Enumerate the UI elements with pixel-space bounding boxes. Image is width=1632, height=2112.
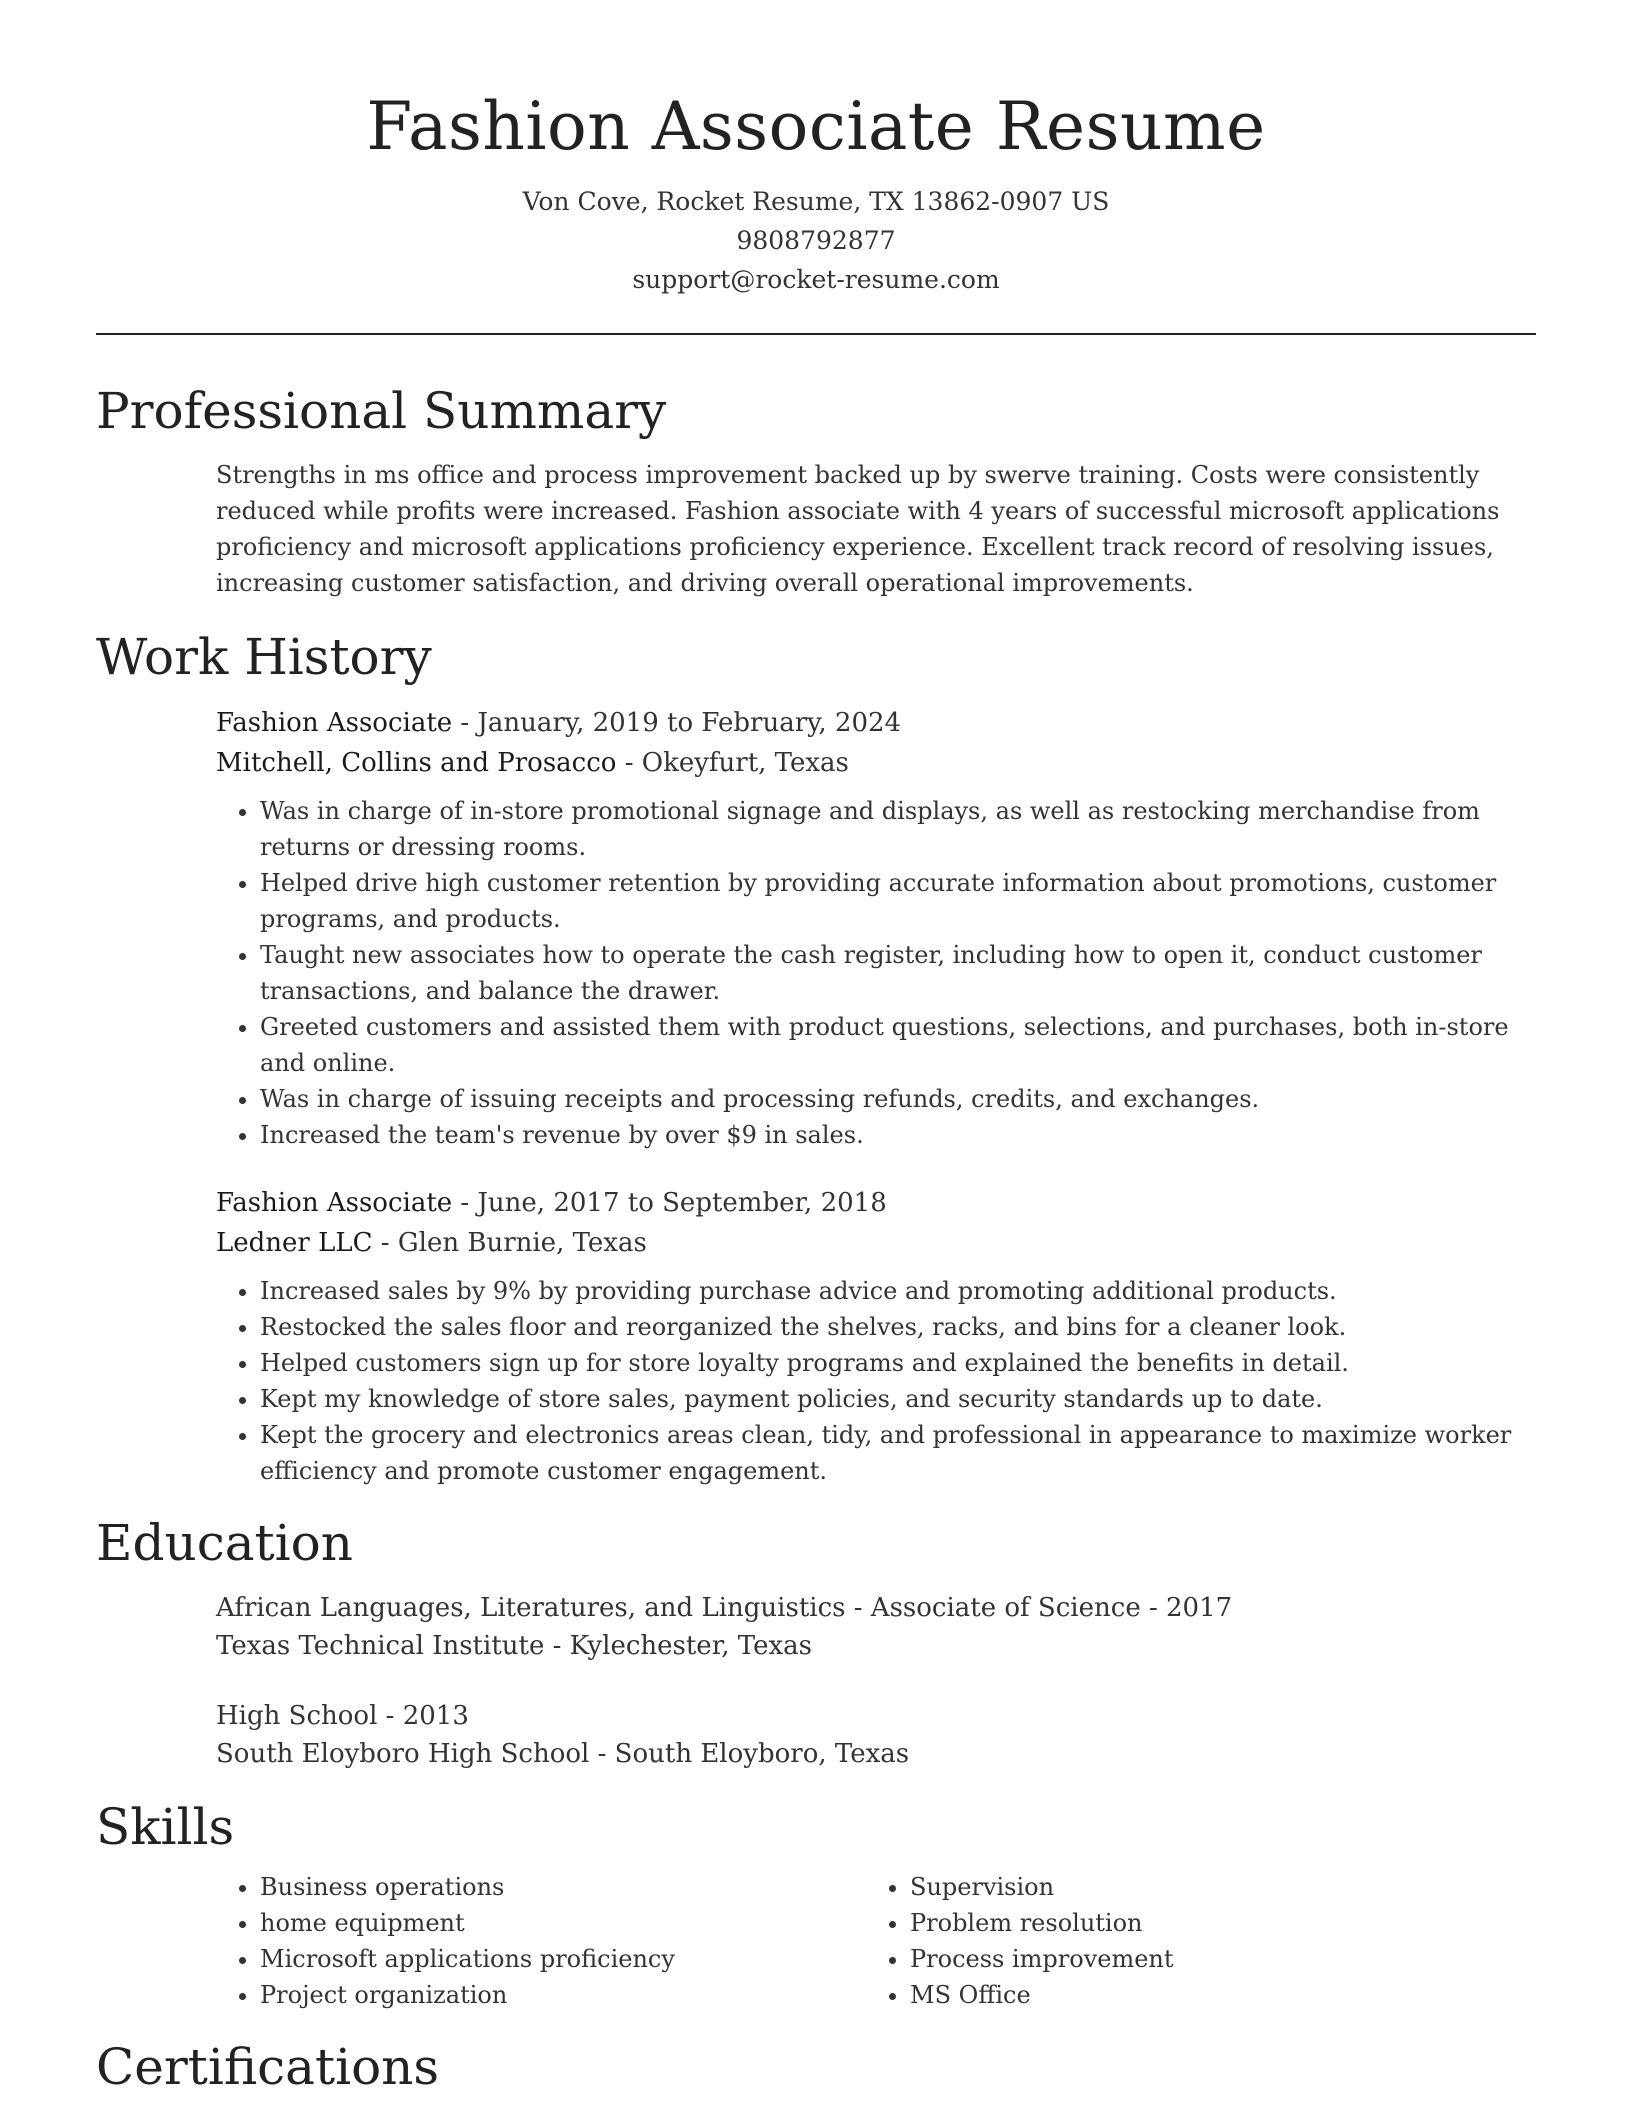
education-school: South Eloyboro High School	[216, 1739, 590, 1769]
job-company: Mitchell, Collins and Prosacco	[216, 748, 617, 778]
job-bullets	[260, 793, 1536, 1153]
job-company: Ledner LLC	[216, 1228, 373, 1258]
job-location: - Glen Burnie, Texas	[372, 1228, 647, 1258]
skill-item: • Microsoft applications proficiency	[260, 1941, 866, 1977]
skill-item: • Problem resolution	[910, 1905, 1516, 1941]
skills-column-left	[216, 1869, 866, 2013]
education-school-line	[216, 1735, 1536, 1773]
education-school-line	[216, 1627, 1536, 1665]
summary-heading: Professional Summary	[96, 382, 667, 440]
contact-address: Von Cove, Rocket Resume, TX 13862-0907 US	[522, 187, 1110, 216]
education-degree-line	[216, 1697, 1536, 1735]
job-company-line	[216, 743, 1536, 783]
job-bullets	[260, 1273, 1536, 1489]
job-title: Fashion Associate	[216, 1188, 453, 1218]
job-bullet: • Kept my knowledge of store sales, payment policies, and security standards up to date.	[260, 1381, 1536, 1417]
contact-email: support@rocket-resume.com	[632, 265, 1000, 294]
job-bullet: • Helped drive high customer retention by providing accurate information about promotions, customer programs, and products.	[260, 865, 1536, 937]
skill-item: • Project organization	[260, 1977, 866, 2013]
job-entry	[216, 1183, 1536, 1489]
skills-section	[96, 1795, 1536, 2013]
skills-heading: Skills	[96, 1798, 235, 1856]
job-company-line	[216, 1223, 1536, 1263]
work-history-section	[96, 625, 1536, 1489]
education-location: - South Eloyboro, Texas	[589, 1739, 910, 1769]
job-title-line	[216, 1183, 1536, 1223]
job-bullet: • Taught new associates how to operate the cash register, including how to open it, conduct customer transactions, and balance the drawer.	[260, 937, 1536, 1009]
education-year: - 2013	[377, 1701, 469, 1731]
job-location: - Okeyfurt, Texas	[616, 748, 849, 778]
job-title: Fashion Associate	[216, 708, 453, 738]
skills-column-right	[866, 1869, 1516, 2013]
skill-item: • MS Office	[910, 1977, 1516, 2013]
education-entry	[216, 1589, 1536, 1665]
education-year: - 2017	[1140, 1593, 1233, 1623]
job-dates: - June, 2017 to September, 2018	[452, 1188, 887, 1218]
certifications-heading: Certifications	[96, 2038, 440, 2096]
summary-text: Strengths in ms office and process improvement backed up by swerve training. Costs were consistently reduced while profits were increased. Fashion associate with 4 years of successful microsoft applications proficiency and microsoft applications proficiency experience. Excellent track record of resolving issues, increasing customer satisfaction, and driving overall operational improvements.	[216, 461, 1500, 597]
education-degree-line	[216, 1589, 1536, 1627]
job-bullet: • Increased sales by 9% by providing purchase advice and promoting additional products.	[260, 1273, 1536, 1309]
certifications-section	[96, 2035, 1536, 2099]
contact-phone: 9808792877	[736, 226, 896, 255]
professional-summary-section	[96, 379, 1536, 601]
job-title-line	[216, 703, 1536, 743]
job-entry	[216, 703, 1536, 1153]
education-degree: High School	[216, 1701, 378, 1731]
job-dates: - January, 2019 to February, 2024	[452, 708, 902, 738]
job-bullet: • Helped customers sign up for store loyalty programs and explained the benefits in detail.	[260, 1345, 1536, 1381]
header-divider	[96, 333, 1536, 335]
job-bullet: • Greeted customers and assisted them with product questions, selections, and purchases, both in-store and online.	[260, 1009, 1536, 1081]
education-degree: African Languages, Literatures, and Linguistics - Associate of Science	[216, 1593, 1141, 1623]
education-entry	[216, 1697, 1536, 1773]
skill-item: • Supervision	[910, 1869, 1516, 1905]
job-bullet: • Restocked the sales floor and reorganized the shelves, racks, and bins for a cleaner look.	[260, 1309, 1536, 1345]
skill-item: • Process improvement	[910, 1941, 1516, 1977]
skill-item: • home equipment	[260, 1905, 866, 1941]
resume-header	[96, 0, 1536, 299]
education-section	[96, 1511, 1536, 1773]
job-bullet: • Was in charge of in-store promotional signage and displays, as well as restocking merchandise from returns or dressing rooms.	[260, 793, 1536, 865]
skills-grid	[216, 1869, 1516, 2013]
education-school: Texas Technical Institute	[216, 1631, 545, 1661]
education-location: - Kylechester, Texas	[544, 1631, 813, 1661]
education-heading: Education	[96, 1514, 353, 1572]
job-bullet: • Increased the team's revenue by over $9 in sales.	[260, 1117, 1536, 1153]
job-bullet: • Kept the grocery and electronics areas clean, tidy, and professional in appearance to maximize worker efficiency and promote customer engagement.	[260, 1417, 1536, 1489]
skill-item: • Business operations	[260, 1869, 866, 1905]
work-history-heading: Work History	[96, 628, 432, 686]
job-bullet: • Was in charge of issuing receipts and processing refunds, credits, and exchanges.	[260, 1081, 1536, 1117]
contact-block	[96, 182, 1536, 299]
resume-title: Fashion Associate Resume	[366, 88, 1266, 165]
